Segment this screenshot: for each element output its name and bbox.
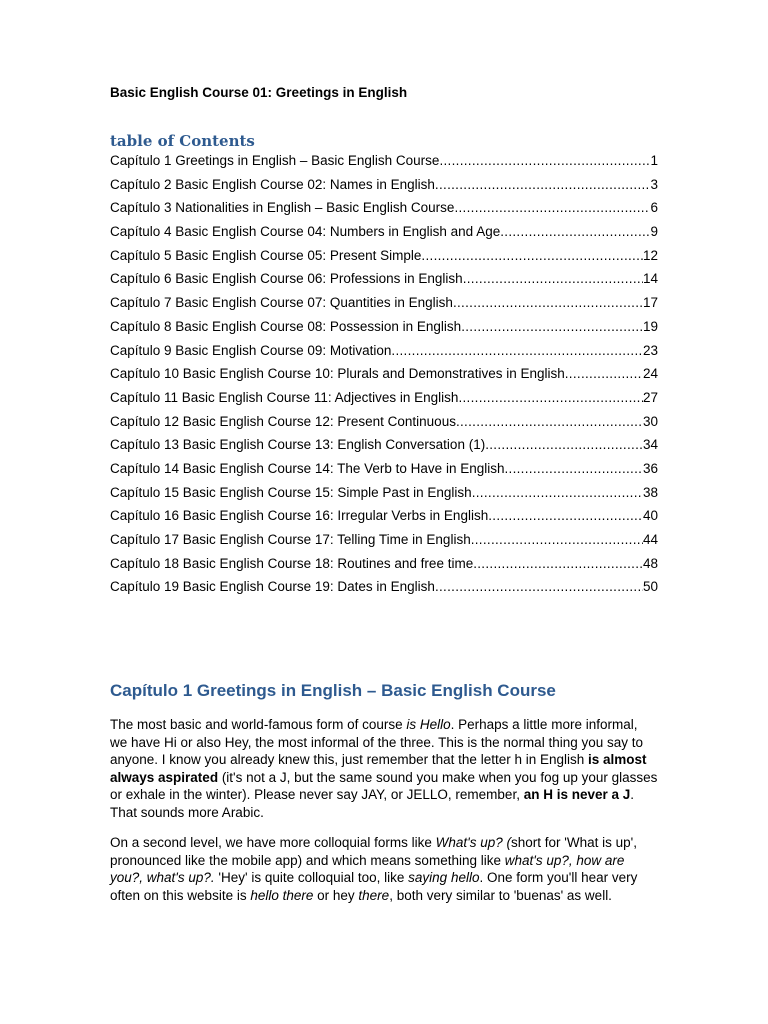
document-title: Basic English Course 01: Greetings in English bbox=[110, 85, 408, 100]
text-run: . Perhaps a little more informal, we have Hi or also Hey, the most informal of the three. This is the normal thing you say to anyone. I know you already knew this, just remember that the letter h in English bbox=[110, 717, 643, 768]
toc-dot-leader bbox=[435, 177, 651, 192]
toc-page-number[interactable]: 40 bbox=[642, 508, 658, 524]
toc-page-number[interactable]: 27 bbox=[642, 389, 658, 405]
toc-entry[interactable] bbox=[110, 319, 658, 343]
text-run: The most basic and world-famous form of course bbox=[110, 717, 407, 732]
toc-dot-leader bbox=[435, 579, 643, 594]
italic-text: there bbox=[358, 887, 390, 903]
toc-entry-title[interactable]: Capítulo 5 Basic English Course 05: Present Simple bbox=[110, 247, 422, 263]
toc-page-number[interactable]: 48 bbox=[642, 555, 658, 571]
bold-text: is almost always aspirated bbox=[110, 752, 647, 785]
toc-entry-title[interactable]: Capítulo 17 Basic English Course 17: Telling Time in English bbox=[110, 532, 471, 547]
toc-entry[interactable] bbox=[110, 177, 658, 201]
toc-dot-leader bbox=[471, 532, 643, 547]
toc-page-number[interactable]: 9 bbox=[650, 224, 658, 240]
toc-entry-title[interactable]: Capítulo 14 Basic English Course 14: The Verb to Have in English bbox=[110, 460, 505, 476]
text-run: (it's not a J, but the same sound you make when you fog up your glasses or exhale in the winter). Please never say JAY, or JELLO, remember, bbox=[110, 769, 658, 803]
toc-page-number[interactable]: 19 bbox=[642, 318, 658, 334]
toc-dot-leader bbox=[565, 366, 643, 381]
chapter-heading: Capítulo 1 Greetings in English – Basic English Course bbox=[110, 681, 556, 700]
toc-entry-title[interactable]: Capítulo 3 Nationalities in English – Basic English Course bbox=[110, 200, 455, 216]
toc-page-number[interactable]: 34 bbox=[642, 437, 658, 453]
italic-text: What's up? ( bbox=[435, 835, 512, 850]
toc-page-number[interactable]: 50 bbox=[642, 579, 658, 595]
toc-page-number[interactable]: 38 bbox=[642, 484, 658, 500]
toc-entry[interactable] bbox=[110, 295, 658, 319]
toc-entry-title[interactable]: Capítulo 18 Basic English Course 18: Routines and free time bbox=[110, 555, 474, 571]
bold-text: an H is never a J bbox=[523, 787, 631, 803]
toc-page-number[interactable]: 17 bbox=[642, 295, 658, 311]
toc-dot-leader bbox=[453, 295, 643, 310]
toc-entry-title[interactable]: Capítulo 11 Basic English Course 11: Adjectives in English bbox=[110, 389, 459, 405]
toc-entry-title[interactable]: Capítulo 9 Basic English Course 09: Motivation bbox=[110, 342, 392, 358]
toc-entry-title[interactable]: Capítulo 19 Basic English Course 19: Dates in English bbox=[110, 579, 435, 595]
toc-entry[interactable] bbox=[110, 343, 658, 367]
toc-dot-leader bbox=[472, 485, 643, 500]
toc-entry[interactable] bbox=[110, 366, 658, 390]
toc-dot-leader bbox=[458, 390, 643, 405]
toc-entry-title[interactable]: Capítulo 7 Basic English Course 07: Quantities in English bbox=[110, 295, 453, 311]
text-run: . That sounds more Arabic. bbox=[110, 787, 635, 820]
toc-entry[interactable] bbox=[110, 248, 658, 272]
toc-entry[interactable] bbox=[110, 485, 658, 509]
toc-entry[interactable] bbox=[110, 437, 658, 461]
toc-entry[interactable] bbox=[110, 153, 658, 177]
italic-text: is Hello bbox=[406, 717, 451, 732]
toc-dot-leader bbox=[504, 461, 642, 476]
toc-entry[interactable] bbox=[110, 508, 658, 532]
toc-dot-leader bbox=[439, 153, 650, 168]
toc-dot-leader bbox=[463, 271, 643, 286]
toc-entry-title[interactable]: Capítulo 1 Greetings in English – Basic English Course bbox=[110, 153, 440, 168]
toc-entry[interactable] bbox=[110, 461, 658, 485]
text-run: . One form you'll hear very often on this website is bbox=[110, 870, 638, 903]
toc-entry-title[interactable]: Capítulo 13 Basic English Course 13: English Conversation (1) bbox=[110, 437, 486, 453]
italic-text: what's up?, how are you?, what's up?. bbox=[110, 852, 625, 886]
italic-text: saying hello bbox=[408, 870, 480, 886]
toc-page-number[interactable]: 12 bbox=[642, 247, 658, 263]
toc-entry-title[interactable]: Capítulo 15 Basic English Course 15: Simple Past in English bbox=[110, 484, 472, 500]
toc-dot-leader bbox=[454, 200, 650, 215]
toc-dot-leader bbox=[473, 556, 643, 571]
toc-page-number[interactable]: 30 bbox=[642, 413, 658, 429]
italic-text: hello there bbox=[250, 887, 314, 903]
text-run: 'Hey' is quite colloquial too, like bbox=[214, 870, 409, 886]
table-of-contents bbox=[110, 153, 658, 603]
text-run: , both very similar to 'buenas' as well. bbox=[389, 887, 612, 903]
toc-page-number[interactable]: 1 bbox=[650, 153, 658, 168]
toc-entry[interactable] bbox=[110, 532, 658, 556]
toc-entry[interactable] bbox=[110, 271, 658, 295]
toc-entry-title[interactable]: Capítulo 4 Basic English Course 04: Numbers in English and Age bbox=[110, 224, 501, 240]
toc-entry-title[interactable]: Capítulo 2 Basic English Course 02: Names in English bbox=[110, 176, 435, 192]
toc-dot-leader bbox=[456, 414, 643, 429]
text-run: short for 'What is up', pronounced like the mobile app) and which means something like bbox=[110, 835, 637, 868]
toc-entry[interactable] bbox=[110, 556, 658, 580]
text-run: On a second level, we have more colloquial forms like bbox=[110, 835, 436, 850]
toc-page-number[interactable]: 14 bbox=[642, 271, 658, 287]
toc-dot-leader bbox=[488, 508, 643, 523]
toc-heading: table of Contents bbox=[110, 132, 255, 150]
toc-page-number[interactable]: 24 bbox=[642, 366, 658, 382]
body-paragraph bbox=[110, 716, 658, 822]
toc-dot-leader bbox=[500, 224, 650, 239]
body-paragraph bbox=[110, 834, 658, 904]
toc-dot-leader bbox=[421, 248, 643, 263]
text-run: or hey bbox=[313, 887, 359, 903]
toc-entry[interactable] bbox=[110, 414, 658, 438]
toc-page-number[interactable]: 6 bbox=[650, 200, 658, 216]
toc-dot-leader bbox=[485, 437, 643, 452]
toc-page-number[interactable]: 36 bbox=[642, 460, 658, 476]
toc-entry[interactable] bbox=[110, 579, 658, 603]
toc-entry-title[interactable]: Capítulo 10 Basic English Course 10: Plurals and Demonstratives in English bbox=[110, 366, 565, 382]
toc-page-number[interactable]: 3 bbox=[650, 176, 658, 192]
toc-entry-title[interactable]: Capítulo 6 Basic English Course 06: Professions in English bbox=[110, 271, 463, 287]
toc-entry-title[interactable]: Capítulo 12 Basic English Course 12: Present Continuous bbox=[110, 413, 456, 429]
toc-page-number[interactable]: 23 bbox=[642, 342, 658, 358]
toc-dot-leader bbox=[391, 343, 643, 358]
toc-entry[interactable] bbox=[110, 200, 658, 224]
toc-entry[interactable] bbox=[110, 224, 658, 248]
toc-entry-title[interactable]: Capítulo 16 Basic English Course 16: Irregular Verbs in English bbox=[110, 508, 489, 524]
toc-entry[interactable] bbox=[110, 390, 658, 414]
toc-page-number[interactable]: 44 bbox=[642, 532, 658, 547]
toc-dot-leader bbox=[461, 319, 643, 334]
toc-entry-title[interactable]: Capítulo 8 Basic English Course 08: Possession in English bbox=[110, 318, 462, 334]
